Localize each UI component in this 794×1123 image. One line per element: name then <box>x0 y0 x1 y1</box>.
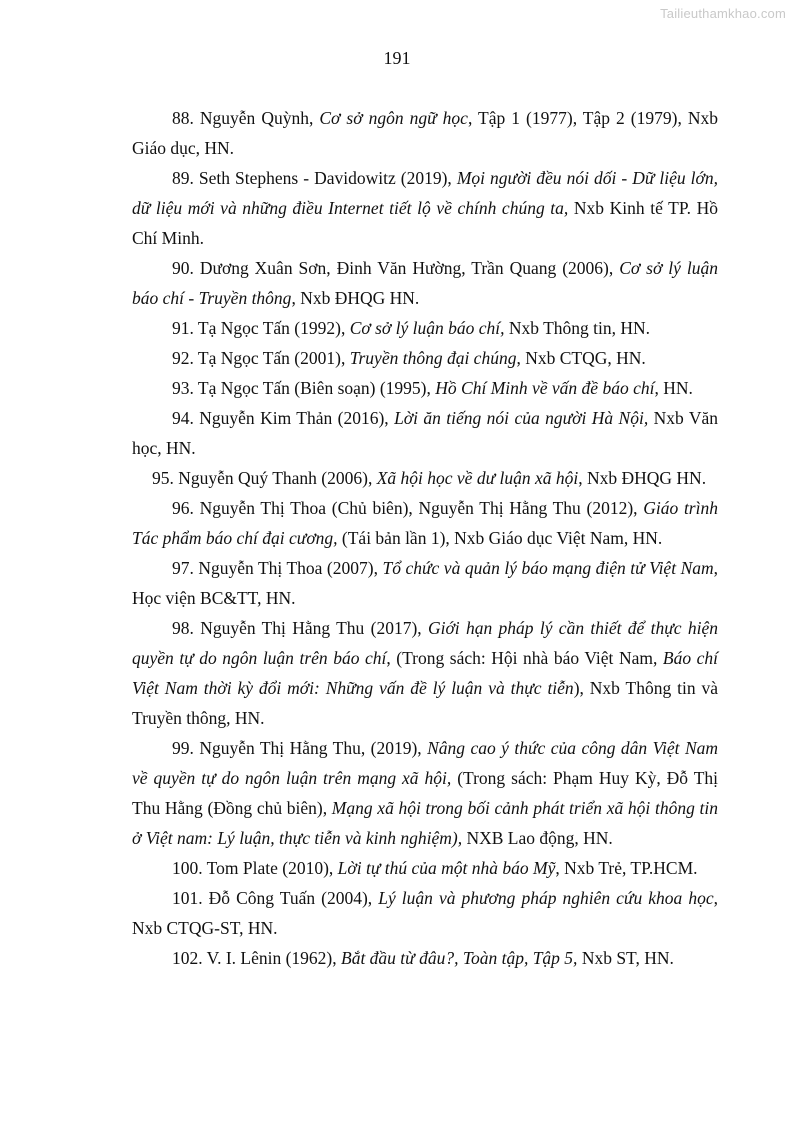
reference-item <box>132 733 718 853</box>
reference-text: 101. Đỗ Công Tuấn (2004), <box>172 888 379 908</box>
reference-text: 88. Nguyễn Quỳnh, <box>172 108 320 128</box>
reference-item <box>132 403 718 463</box>
reference-text: , Nxb ĐHQG HN. <box>291 288 420 308</box>
reference-text: , Học viện BC&TT, HN. <box>132 558 719 608</box>
reference-item <box>132 493 718 553</box>
reference-title: Hồ Chí Minh về vấn đề báo chí <box>435 378 655 398</box>
reference-item <box>132 853 718 883</box>
reference-text: 94. Nguyễn Kim Thản (2016), <box>172 408 395 428</box>
reference-text: Nxb ST, HN. <box>577 948 674 968</box>
reference-text: ), Nxb Thông tin và Truyền thông, HN. <box>132 678 718 728</box>
reference-item <box>132 373 718 403</box>
reference-text: 97. Nguyễn Thị Thoa (2007), <box>172 558 383 578</box>
reference-text: 96. Nguyễn Thị Thoa (Chủ biên), Nguyễn Thị Hằng Thu (2012), <box>172 498 644 518</box>
reference-text: , Nxb ĐHQG HN. <box>578 468 707 488</box>
reference-item <box>132 343 718 373</box>
page-number: 191 <box>383 48 411 68</box>
reference-text: 95. Nguyễn Quý Thanh (2006), <box>152 468 377 488</box>
reference-title: Giới hạn pháp lý cần thiết để thực hiện quyền tự do ngôn luận trên báo chí <box>132 618 719 668</box>
reference-text: Nxb Văn học, HN. <box>132 408 718 458</box>
reference-text: , Tập 1 (1977), Tập 2 (1979), Nxb Giáo dục, HN. <box>132 108 718 158</box>
reference-text: (Trong sách: Phạm Huy Kỳ, Đỗ Thị Thu Hằng (Đồng chủ biên), <box>132 768 718 818</box>
reference-text: 92. Tạ Ngọc Tấn (2001), <box>172 348 350 368</box>
reference-text: 93. Tạ Ngọc Tấn (Biên soạn) (1995), <box>172 378 436 398</box>
reference-text: 89. Seth Stephens - Davidowitz (2019), <box>172 168 457 188</box>
reference-text: NXB Lao động, HN. <box>462 828 613 848</box>
reference-text: 102. V. I. Lênin (1962), <box>172 948 341 968</box>
reference-title: Cơ sở lý luận báo chí - Truyền thông <box>132 258 718 308</box>
reference-item <box>132 943 718 973</box>
reference-title: Nâng cao ý thức của công dân Việt Nam về quyền tự do ngôn luận trên mạng xã hội, <box>132 738 719 788</box>
reference-title: Giáo trình Tác phẩm báo chí đại cương, <box>132 498 718 548</box>
watermark: Tailieuthamkhao.com <box>660 6 786 21</box>
reference-item <box>132 553 718 613</box>
reference-item <box>132 613 718 733</box>
reference-title: Cơ sở ngôn ngữ học <box>319 108 468 128</box>
reference-item <box>132 163 718 253</box>
reference-title: Bắt đầu từ đâu?, Toàn tập, Tập 5, <box>341 948 578 968</box>
reference-text: , HN. <box>654 378 693 398</box>
reference-title: Xã hội học về dư luận xã hội <box>376 468 579 488</box>
reference-text: Nxb Thông tin, HN. <box>504 318 651 338</box>
reference-title: Lý luận và phương pháp nghiên cứu khoa học <box>378 888 714 908</box>
reference-text: , Nxb CTQG, HN. <box>516 348 646 368</box>
reference-text: 98. Nguyễn Thị Hằng Thu (2017), <box>172 618 428 638</box>
reference-text: , Nxb CTQG-ST, HN. <box>132 888 718 938</box>
reference-title: Truyền thông đại chúng <box>349 348 517 368</box>
reference-item <box>132 103 718 163</box>
reference-item <box>132 253 718 313</box>
reference-text: 100. Tom Plate (2010), <box>172 858 338 878</box>
reference-title: Mạng xã hội trong bối cảnh phát triển xã hội thông tin ở Việt nam: Lý luận, thực tiễn và kinh nghiệm), <box>132 798 718 848</box>
reference-text: , Nxb Trẻ, TP.HCM. <box>555 858 698 878</box>
reference-title: Mọi người đều nói dối - Dữ liệu lớn, dữ liệu mới và những điều Internet tiết lộ về chính chúng ta, <box>132 168 718 218</box>
reference-text: , (Trong sách: Hội nhà báo Việt Nam, <box>386 648 663 668</box>
reference-text: 90. Dương Xuân Sơn, Đinh Văn Hường, Trần Quang (2006), <box>172 258 620 278</box>
reference-title: Lời tự thú của một nhà báo Mỹ <box>337 858 556 878</box>
reference-item <box>132 463 718 493</box>
reference-item <box>132 313 718 343</box>
reference-title: Tổ chức và quản lý báo mạng điện tử Việt Nam <box>382 558 714 578</box>
reference-text: 91. Tạ Ngọc Tấn (1992), <box>172 318 350 338</box>
reference-text: Nxb Kinh tế TP. Hồ Chí Minh. <box>132 198 718 248</box>
reference-text: 99. Nguyễn Thị Hằng Thu, (2019), <box>172 738 428 758</box>
reference-list <box>132 103 718 973</box>
reference-item <box>132 883 718 943</box>
reference-text: (Tái bản lần 1), Nxb Giáo dục Việt Nam, HN. <box>337 528 663 548</box>
reference-title: Báo chí Việt Nam thời kỳ đổi mới: Những vấn đề lý luận và thực tiễn <box>132 648 718 698</box>
reference-title: Cơ sở lý luận báo chí, <box>349 318 505 338</box>
reference-title: Lời ăn tiếng nói của người Hà Nội, <box>394 408 649 428</box>
